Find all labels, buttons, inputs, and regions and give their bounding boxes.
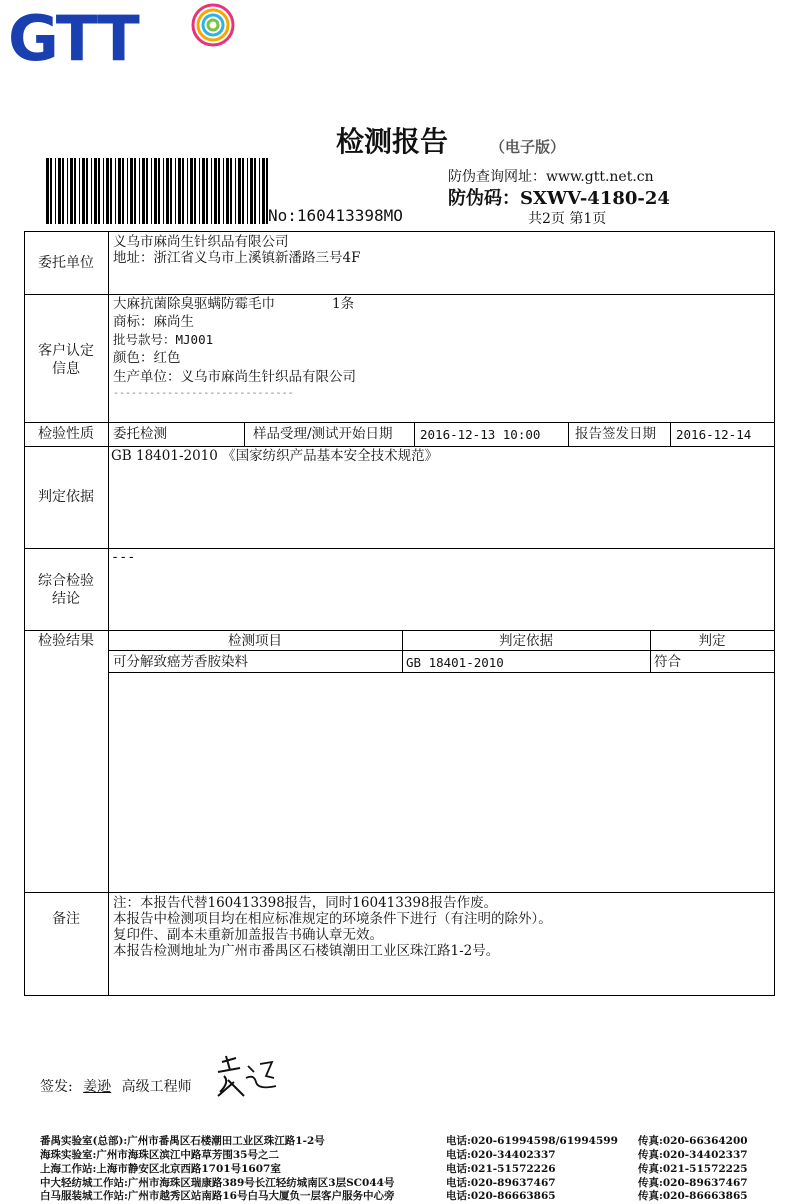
barcode-bar: [154, 158, 157, 224]
footer-fax: 传真:021-51572225: [638, 1163, 748, 1175]
results-label: 检验结果: [38, 633, 94, 649]
footer-tel: 电话:021-51572226: [446, 1163, 556, 1175]
producer: 生产单位：义乌市麻尚生针织品有限公司: [113, 369, 356, 385]
inspection-nature-label: 检验性质: [38, 426, 94, 442]
remarks-label: 备注: [52, 911, 80, 927]
logo-swirl-icon: [190, 2, 236, 48]
result-row-verdict: 符合: [654, 654, 681, 670]
barcode-bar: [70, 158, 73, 224]
batch-number: 批号款号：MJ001: [113, 332, 214, 347]
page-indicator: 共2页 第1页: [528, 211, 607, 227]
conclusion-label-line1: 综合检验: [38, 573, 94, 589]
barcode-bar: [175, 158, 176, 224]
footer-fax: 传真:020-34402337: [638, 1149, 748, 1161]
barcode-bar: [250, 158, 253, 224]
product-quantity: 1条: [332, 296, 355, 312]
conclusion-label-line2: 结论: [52, 591, 80, 607]
barcode-bar: [82, 158, 85, 224]
customer-info-label: [24, 342, 108, 378]
barcode-bar: [74, 158, 76, 224]
basis-label: 判定依据: [38, 489, 94, 505]
barcode-bar: [206, 158, 208, 224]
remark-line: 本报告中检测项目均在相应标准规定的环境条件下进行（有注明的除外）。: [113, 911, 552, 927]
client-label: 委托单位: [38, 255, 94, 271]
logo-text: GTT: [8, 2, 138, 75]
barcode-bar: [55, 158, 56, 224]
barcode-bar: [115, 158, 116, 224]
barcode-bar: [62, 158, 64, 224]
barcode-bar: [158, 158, 160, 224]
barcode-bar: [235, 158, 236, 224]
footer-lab: 中大轻纺城工作站:广州市海珠区瑞康路389号长江轻纺城南区3层SC044号: [40, 1177, 395, 1189]
barcode-bar: [58, 158, 61, 224]
signer-title: 高级工程师: [121, 1079, 192, 1095]
barcode-bar: [202, 158, 205, 224]
barcode-bar: [166, 158, 169, 224]
barcode-bar: [242, 158, 244, 224]
barcode-bar: [178, 158, 181, 224]
report-number: No:160413398MO: [268, 206, 403, 225]
barcode-bar: [170, 158, 172, 224]
footer-lab: 海珠实验室:广州市海珠区滨江中路草芳围35号之二: [40, 1149, 279, 1161]
footer-tel: 电话:020-61994598/61994599: [446, 1135, 618, 1147]
customer-info-label-line2: 信息: [52, 361, 80, 377]
barcode-bar: [223, 158, 224, 224]
barcode-bar: [91, 158, 92, 224]
receive-date-value: 2016-12-13 10:00: [420, 427, 541, 442]
signer-name: 姜逊: [83, 1079, 112, 1095]
result-row-basis: GB 18401-2010: [406, 655, 504, 670]
barcode-bar: [86, 158, 88, 224]
barcode-bar: [118, 158, 121, 224]
barcode-bar: [134, 158, 136, 224]
brand: 商标：麻尚生: [113, 314, 194, 330]
result-row-item: 可分解致癌芳香胺染料: [113, 654, 248, 670]
footer-tel: 电话:020-89637467: [446, 1177, 556, 1189]
signature-block: [40, 1076, 192, 1096]
signature-label: 签发:: [40, 1079, 73, 1095]
barcode-bar: [238, 158, 241, 224]
separator-dashes: ------------------------------: [113, 388, 294, 399]
footer-lab: 白马服装城工作站:广州市越秀区站南路16号白马大厦负一层客户服务中心旁: [40, 1190, 395, 1202]
barcode-bar: [226, 158, 229, 224]
barcode-bar: [139, 158, 140, 224]
remark-line: 本报告检测地址为广州市番禺区石楼镇潮田工业区珠江路1-2号。: [113, 943, 500, 959]
results-header-item: 检测项目: [228, 633, 282, 649]
barcode-bar: [199, 158, 200, 224]
barcode-bar: [247, 158, 248, 224]
report-title: 检测报告: [336, 125, 449, 158]
barcode-bar: [146, 158, 148, 224]
color: 颜色：红色: [113, 350, 181, 366]
edition-label: （电子版）: [490, 138, 566, 156]
footer-lab: 上海工作站:上海市静安区北京西路1701号1607室: [40, 1163, 281, 1175]
barcode-bar: [214, 158, 217, 224]
barcode-bar: [163, 158, 164, 224]
inspection-nature-value: 委托检测: [113, 426, 167, 442]
client-address: 地址：浙江省义乌市上溪镇新潘路三号4F: [113, 250, 361, 266]
barcode-bar: [110, 158, 112, 224]
barcode-bar: [182, 158, 184, 224]
footer-tel: 电话:020-34402337: [446, 1149, 556, 1161]
barcode-bar: [254, 158, 256, 224]
customer-info-label-line1: 客户认定: [38, 343, 94, 359]
remark-line: 复印件、副本未重新加盖报告书确认章无效。: [113, 927, 383, 943]
barcode-bar: [259, 158, 260, 224]
barcode-bar: [194, 158, 196, 224]
barcode-bar: [211, 158, 212, 224]
handwritten-signature: [214, 1052, 284, 1100]
barcode-bar: [142, 158, 145, 224]
barcode-bar: [103, 158, 104, 224]
receive-date-label: 样品受理/测试开始日期: [253, 426, 393, 442]
barcode-bar: [187, 158, 188, 224]
results-header-basis: 判定依据: [499, 633, 553, 649]
barcode-bar: [94, 158, 97, 224]
issue-date-label: 报告签发日期: [575, 426, 656, 442]
barcode-bar: [46, 158, 49, 224]
footer-fax: 传真:020-86663865: [638, 1190, 748, 1202]
barcode-bar: [127, 158, 128, 224]
basis-value: GB 18401-2010 《国家纺织产品基本安全技术规范》: [111, 448, 439, 464]
remark-line: 注：本报告代替160413398报告，同时160413398报告作废。: [113, 895, 498, 911]
issue-date-value: 2016-12-14: [676, 427, 752, 442]
barcode-bar: [98, 158, 100, 224]
footer-fax: 传真:020-89637467: [638, 1177, 748, 1189]
barcode-bar: [67, 158, 68, 224]
barcode-bar: [130, 158, 133, 224]
barcode-bar: [151, 158, 152, 224]
barcode-bar: [106, 158, 109, 224]
client-name: 义乌市麻尚生针织品有限公司: [113, 234, 289, 250]
results-header-verdict: 判定: [698, 633, 726, 649]
barcode-bar: [190, 158, 193, 224]
conclusion-label: [24, 572, 108, 608]
barcode-bar: [230, 158, 232, 224]
barcode-bar: [50, 158, 52, 224]
barcode-bar: [79, 158, 80, 224]
footer-tel: 电话:020-86663865: [446, 1190, 556, 1202]
anti-fake-url: 防伪查询网址：www.gtt.net.cn: [448, 169, 654, 185]
barcode-bar: [262, 158, 265, 224]
footer-lab: 番禺实验室(总部):广州市番禺区石楼潮田工业区珠江路1-2号: [40, 1135, 325, 1147]
anti-fake-code: 防伪码：SXWV-4180-24: [448, 188, 670, 209]
conclusion-value: ---: [111, 549, 136, 565]
barcode-bar: [218, 158, 220, 224]
barcode: [44, 158, 272, 228]
footer-fax: 传真:020-66364200: [638, 1135, 748, 1147]
barcode-bar: [122, 158, 124, 224]
product-name: 大麻抗菌除臭驱螨防霉毛巾: [113, 296, 275, 312]
company-logo: [8, 2, 138, 75]
